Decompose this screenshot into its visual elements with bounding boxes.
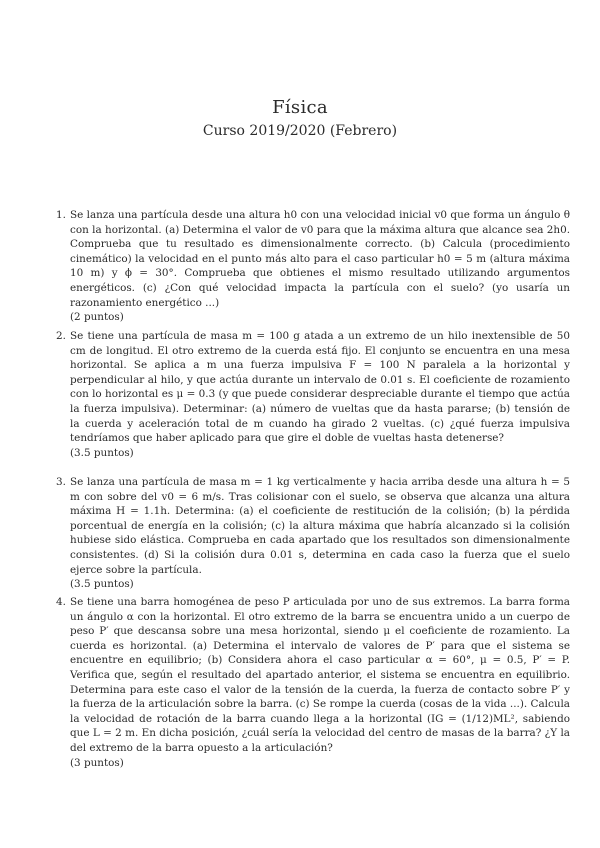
problem-number: 4. (56, 596, 66, 608)
problem-points: (3.5 puntos) (70, 578, 134, 591)
problem-number: 1. (56, 209, 66, 221)
problem-points: (3.5 puntos) (70, 446, 134, 459)
problem-text: Se tiene una barra homogénea de peso P articulada por uno de sus extremos. La barra forma un ángulo α con la horizontal. El otro extremo de la barra se encuentra unido a un cuerpo de peso P′ que descansa sobre una mesa horizontal, siendo μ el coeficiente de rozamiento. La cuerda es horizontal. (a) Determina el intervalo de valores de P′ para que el sistema se encuentre en equilibrio; (b) Considera ahora el caso particular α = 60°, μ = 0.5, P′ = P. Verifica que, según el resultado del apartado anterior, el sistema se encuentra en equilibrio. Determina para este caso el valor de la tensión de la cuerda, la fuerza de contacto sobre P′ y la fuerza de la articulación sobre la barra. (c) Se rompe la cuerda (cosas de la vida ...). Calcula la velocidad de rotación de la barra cuando llega a la horizontal (IG = (1/12)ML², sabiendo que L = 2 m. En dicha posición, ¿cuál sería la velocidad del centro de masas de la barra? ¿Y la del extremo de la barra opuesto a la articulación? (70, 596, 570, 754)
problem-points: (3 puntos) (70, 756, 124, 769)
problem-text: Se lanza una partícula desde una altura h0 con una velocidad inicial v0 que forma un ángulo θ con la horizontal. (a) Determina el valor de v0 para que la máxima altura que alcance sea 2h0. Comprueba que tu resultado es dimensionalmente correcto. (b) Calcula (procedimiento cinemático) la velocidad en el punto más alto para el caso particular h0 = 5 m (altura máxima 10 m) y ϕ = 30°. Comprueba que obtienes el mismo resultado utilizando argumentos energéticos. (c) ¿Con qué velocidad impacta la partícula con el suelo? (yo usaría un razonamiento energético ...) (70, 209, 570, 309)
problem-text: Se lanza una partícula de masa m = 1 kg verticalmente y hacia arriba desde una altura h = 5 m con sobre del v0 = 6 m/s. Tras colisionar con el suelo, se observa que alcanza una altura máxima H = 1.1h. Determina: (a) el coeficiente de restitución de la colisión; (b) la pérdida porcentual de energía en la colisión; (c) la altura máxima que habría alcanzado si la colisión hubiese sido elástica. Comprueba en cada apartado que los resultados son dimensionalmente consistentes. (d) Si la colisión dura 0.01 s, determina en cada caso la fuerza que el suelo ejerce sobre la partícula. (70, 476, 570, 576)
problem-3 (56, 475, 570, 592)
problem-number: 3. (56, 476, 66, 488)
page-title: Física (272, 97, 328, 118)
problem-2 (56, 329, 570, 460)
problem-points: (2 puntos) (70, 311, 124, 324)
page-subtitle: Curso 2019/2020 (Febrero) (202, 123, 398, 139)
problem-1 (56, 208, 570, 325)
problem-4 (56, 595, 570, 770)
problem-number: 2. (56, 330, 66, 342)
problem-text: Se tiene una partícula de masa m = 100 g atada a un extremo de un hilo inextensible de 50 cm de longitud. El otro extremo de la cuerda está fijo. El conjunto se encuentra en una mesa horizontal. Se aplica a m una fuerza impulsiva F = 100 N paralela a la horizontal y perpendicular al hilo, y que actúa durante un intervalo de 0.01 s. El coeficiente de rozamiento con lo horizontal es μ = 0.3 (y que puede considerar despreciable durante el tiempo que actúa la fuerza impulsiva). Determinar: (a) número de vueltas que da hasta pararse; (b) tensión de la cuerda y aceleración total de m cuando ha girado 2 vueltas. (c) ¿qué fuerza impulsiva tendríamos que haber aplicado para que gire el doble de vueltas hasta detenerse? (70, 330, 570, 445)
